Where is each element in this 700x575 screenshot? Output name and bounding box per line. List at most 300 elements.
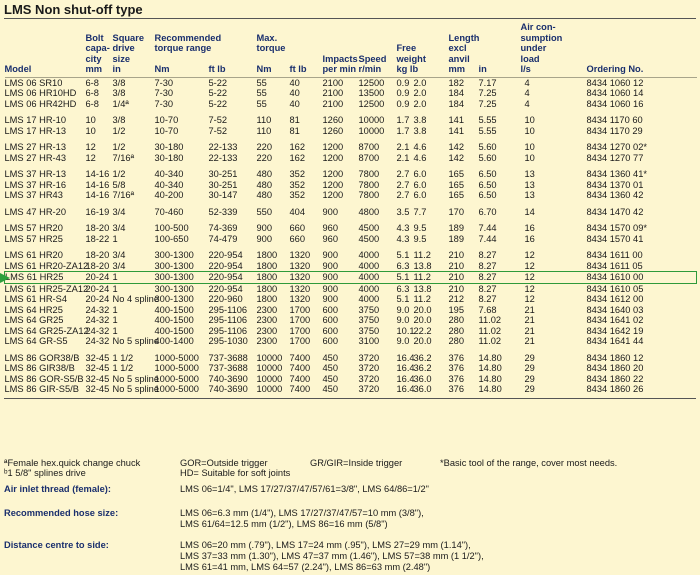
cell-ord: 8434 1570 41 (586, 233, 644, 244)
cell-in: 14.80 (478, 373, 502, 384)
cell-bolt: 32-45 (85, 363, 110, 373)
header-unit: ft lb (289, 64, 307, 74)
cell-imp: 900 (322, 294, 339, 304)
cell-mnm: 10000 (256, 373, 283, 384)
cell-mm: 141 (448, 115, 465, 125)
cell-mnm: 55 (256, 77, 267, 88)
cell-sq: 3/4 (112, 250, 126, 260)
cell-mm: 189 (448, 233, 465, 244)
cell-model: LMS 27 HR-43 (4, 152, 66, 163)
cell-ft: 295-1106 (208, 325, 248, 336)
cell-lb: 9.5 (413, 233, 427, 244)
cell-nm: 400-1500 (154, 325, 194, 336)
cell-model: LMS 64 HR25 (4, 304, 63, 315)
cell-spd: 10000 (358, 125, 385, 136)
cell-lb: 7.7 (413, 206, 427, 217)
cell-spd: 7800 (358, 179, 380, 190)
cell-nm: 40-340 (154, 179, 184, 190)
cell-model: LMS 17 HR-10 (4, 115, 66, 125)
cell-lb: 22.2 (413, 325, 432, 336)
cell-model: LMS 27 HR-13 (4, 142, 66, 152)
h-wt-line: weight (396, 53, 426, 64)
cell-in: 7.68 (478, 304, 497, 315)
header-unit: Nm (256, 64, 272, 74)
cell-lb: 36.0 (413, 373, 432, 384)
cell-sq: 1/2 (112, 169, 126, 179)
cell-kg: 16.4 (396, 352, 415, 363)
cell-ft: 7-52 (208, 115, 228, 125)
cell-sq: 1/2 (112, 125, 126, 136)
cell-lb: 6.0 (413, 169, 427, 179)
col-header-max-torque (257, 22, 323, 77)
table-row (5, 261, 697, 272)
cell-air: 13 (524, 179, 535, 190)
arrow-right-icon (0, 273, 10, 283)
cell-ft: 737-3688 (208, 363, 248, 373)
cell-air: 21 (524, 304, 535, 315)
col-header-model (5, 22, 86, 77)
cell-air: 29 (524, 373, 535, 384)
cell-imp: 900 (322, 250, 339, 260)
cell-air: 10 (524, 115, 535, 125)
cell-ft: 220-960 (208, 294, 243, 304)
cell-ft: 74-369 (208, 223, 238, 233)
cell-sq: 3/4 (112, 206, 126, 217)
cell-model: LMS 17 HR-13 (4, 125, 66, 136)
h-air-line: Air con- (520, 22, 556, 32)
cell-imp: 900 (322, 260, 339, 271)
cell-mnm: 1800 (256, 283, 278, 294)
cell-sq: 1 1/2 (112, 363, 134, 373)
cell-bolt: 20-24 (86, 272, 113, 284)
cell-spd: 3720 (358, 363, 380, 373)
cell-imp: 960 (322, 223, 339, 233)
cell-lb: 36.2 (413, 363, 432, 373)
cell-kg: 2.1 (396, 142, 410, 152)
cell-ft: 74-479 (208, 233, 238, 244)
header-units (257, 64, 323, 75)
cell-ord: 8434 1170 29 (586, 125, 643, 136)
table-row (5, 163, 697, 180)
cell-mft: 40 (289, 77, 300, 88)
cell-model: LMS 06 SR10 (4, 77, 63, 88)
cell-mm: 376 (448, 384, 465, 394)
cell-bolt: 14-16 (85, 179, 110, 190)
cell-in: 6.50 (478, 190, 497, 200)
distance-line-2: LMS 37=33 mm (1.30"), LMS 47=37 mm (1.46"), LMS 57=38 mm (1 1/2"), (180, 551, 484, 561)
cell-mnm: 55 (256, 88, 267, 98)
cell-ord: 8434 1610 00 (587, 272, 697, 284)
cell-lb: 2.0 (413, 98, 427, 109)
cell-bolt: 32-45 (85, 373, 110, 384)
cell-mft: 162 (289, 142, 306, 152)
cell-mm: 376 (448, 352, 465, 363)
cell-spd: 4500 (358, 223, 380, 233)
cell-imp: 450 (322, 384, 339, 394)
cell-mnm: 1800 (257, 272, 290, 284)
cell-air: 16 (524, 233, 535, 244)
cell-nm: 1000-5000 (154, 373, 199, 384)
h-model-line (5, 33, 86, 44)
table-row (5, 315, 697, 326)
cell-mft: 1700 (289, 304, 311, 315)
cell-ft: 220-954 (208, 250, 243, 260)
cell-air: 10 (524, 142, 535, 152)
cell-lb: 11.2 (414, 272, 449, 284)
cell-mft: 7400 (289, 373, 311, 384)
cell-mnm: 2300 (256, 325, 278, 336)
cell-kg: 4.3 (396, 223, 410, 233)
cell-mft: 7400 (289, 352, 311, 363)
cell-model: LMS 06 HR42HD (4, 98, 77, 109)
cell-model: LMS 37 HR-13 (4, 169, 66, 179)
cell-air: 21 (524, 325, 535, 336)
cell-ft: 5-22 (208, 98, 228, 109)
cell-lb: 20.0 (413, 315, 432, 325)
cell-mnm: 110 (256, 125, 272, 136)
cell-air: 14 (524, 206, 535, 217)
col-header-impacts (323, 22, 359, 77)
h-square-line: size (112, 53, 131, 64)
cell-sq: 1 (112, 233, 118, 244)
h-wt-line: Free (396, 43, 417, 53)
cell-sq: 1 (112, 315, 118, 325)
cell-mm: 376 (448, 363, 465, 373)
cell-air: 21 (524, 336, 535, 346)
cell-kg: 2.7 (396, 169, 410, 179)
cell-spd: 7800 (358, 169, 380, 179)
cell-spd: 3750 (358, 304, 380, 315)
cell-sq: 3/4 (112, 260, 126, 271)
cell-sq: No 5 spline (112, 373, 160, 384)
cell-mft: 81 (289, 125, 300, 136)
ordering-header-text: Ordering No. (586, 64, 644, 74)
footnote-basic: *Basic tool of the range, cover most needs. (440, 458, 618, 468)
cell-nm: 100-650 (154, 233, 189, 244)
cell-ord: 8434 1641 02 (586, 315, 644, 325)
cell-sq: 1 (112, 304, 118, 315)
table-row (5, 190, 697, 201)
cell-kg: 9.0 (396, 304, 410, 315)
cell-nm: 1000-5000 (154, 363, 199, 373)
cell-air: 12 (524, 283, 535, 294)
cell-bolt: 24-32 (85, 304, 110, 315)
cell-ord: 8434 1860 20 (586, 363, 644, 373)
cell-in: 8.27 (478, 283, 497, 294)
cell-sq: 7/16ª (112, 190, 135, 200)
cell-ft: 22-133 (208, 142, 238, 152)
cell-imp: 1260 (322, 125, 344, 136)
cell-ord: 8434 1860 12 (586, 352, 644, 363)
cell-imp: 900 (323, 272, 359, 284)
cell-air: 12 (524, 250, 535, 260)
cell-in: 5.60 (478, 152, 497, 163)
h-spd-line: Speed (358, 53, 387, 64)
cell-spd: 4500 (358, 233, 380, 244)
cell-model: LMS 06 HR10HD (4, 88, 77, 98)
h-bolt-line: Bolt (85, 32, 104, 43)
table-row (5, 305, 697, 316)
cell-in: 6.50 (478, 169, 497, 179)
cell-lb: 11.2 (413, 294, 431, 304)
cell-mm: 184 (448, 98, 465, 109)
cell-lb: 36.0 (413, 384, 432, 394)
cell-kg: 5.1 (396, 250, 410, 260)
cell-nm: 7-30 (154, 88, 174, 98)
cell-mm: 182 (448, 77, 465, 88)
cell-kg: 6.3 (396, 283, 410, 294)
cell-ord: 8434 1060 16 (586, 98, 644, 109)
cell-air: 10 (524, 152, 535, 163)
cell-mm: 280 (448, 325, 465, 336)
cell-mft: 81 (289, 115, 300, 125)
cell-sq: 3/8 (112, 115, 126, 125)
cell-in: 7.17 (478, 77, 497, 88)
cell-mft: 1700 (289, 336, 311, 346)
cell-imp: 1200 (322, 169, 344, 179)
header-unit: ft lb (208, 64, 226, 74)
cell-ord: 8434 1642 19 (586, 325, 644, 336)
cell-mnm: 220 (256, 142, 273, 152)
cell-model: LMS 64 GR-S5 (4, 336, 68, 346)
cell-spd: 12500 (358, 77, 385, 88)
cell-ft: 220-954 (208, 260, 243, 271)
table-row (5, 217, 697, 234)
cell-bolt: 16-19 (85, 206, 110, 217)
cell-in: 11.02 (478, 325, 502, 336)
cell-mm: 210 (448, 283, 465, 294)
cell-spd: 7800 (358, 190, 380, 200)
cell-sq: 1 1/2 (112, 352, 134, 363)
table-row (5, 136, 697, 153)
cell-ord: 8434 1270 02* (586, 142, 647, 152)
cell-ord: 8434 1640 03 (586, 304, 644, 315)
cell-air: 4 (524, 88, 530, 98)
cell-spd: 13500 (358, 88, 385, 98)
cell-model: LMS 61 HR25 (5, 272, 86, 284)
footnote-hd: HD= Suitable for soft joints (180, 468, 291, 478)
h-square-line: in (112, 64, 121, 74)
cell-nm: 300-1300 (154, 283, 194, 294)
cell-bolt: 18-20 (85, 223, 110, 233)
cell-bolt: 24-32 (85, 336, 110, 346)
h-square-line: Square (112, 32, 145, 43)
col-header-bolt (86, 22, 113, 77)
cell-imp: 450 (322, 363, 339, 373)
cell-sq: 3/8 (112, 88, 126, 98)
cell-model: LMS 61 HR20-ZA12 (4, 260, 89, 271)
cell-air: 12 (524, 260, 535, 271)
header-unit: kg lb (396, 64, 419, 74)
cell-mm: 210 (449, 272, 479, 284)
table-row (5, 272, 697, 284)
cell-mft: 7400 (289, 363, 311, 373)
table-row (5, 374, 697, 385)
cell-ord: 8434 1570 09* (586, 223, 647, 233)
cell-spd: 4800 (358, 206, 380, 217)
h-model-line: Model (4, 64, 32, 74)
h-len-line: Length (448, 32, 480, 43)
h-max-line (257, 54, 323, 65)
h-spd-line: r/min (358, 64, 382, 74)
cell-air: 10 (524, 125, 535, 136)
cell-in: 6.70 (478, 206, 497, 217)
cell-spd: 3720 (358, 352, 380, 363)
cell-mnm: 110 (256, 115, 272, 125)
cell-ft: 22-133 (208, 152, 238, 163)
h-air-line: load (520, 53, 540, 64)
h-max-line: Max. (256, 32, 278, 43)
footnote-gir: GR/GIR=Inside trigger (310, 458, 403, 468)
cell-ord: 8434 1170 60 (586, 115, 643, 125)
cell-mnm: 550 (256, 206, 273, 217)
cell-spd: 8700 (358, 152, 380, 163)
cell-mft: 660 (289, 223, 306, 233)
cell-ft: 52-339 (208, 206, 238, 217)
cell-mft: 1700 (289, 325, 311, 336)
cell-air: 13 (524, 169, 535, 179)
cell-kg: 1.7 (396, 115, 410, 125)
cell-bolt: 14-16 (85, 169, 110, 179)
cell-in: 14.80 (478, 352, 502, 363)
cell-model: LMS 47 HR-20 (4, 206, 66, 217)
col-header-speed (359, 22, 397, 77)
cell-imp: 600 (322, 304, 339, 315)
cell-mft: 1320 (290, 272, 323, 284)
cell-bolt: 20-24 (85, 283, 110, 294)
table-row (5, 88, 697, 99)
cell-lb: 2.0 (413, 77, 427, 88)
cell-mm: 212 (448, 294, 465, 304)
cell-mft: 660 (289, 233, 306, 244)
cell-bolt: 18-22 (85, 233, 110, 244)
specs-table (4, 22, 697, 395)
cell-bolt: 12 (85, 152, 96, 163)
cell-lb: 9.5 (413, 223, 427, 233)
cell-lb: 11.2 (413, 250, 431, 260)
cell-kg: 0.9 (396, 98, 410, 109)
h-torque-line: Recommended (154, 32, 222, 43)
header-unit: in (478, 64, 487, 74)
cell-spd: 4000 (359, 272, 397, 284)
cell-sq: 3/8 (112, 77, 126, 88)
hose-line-2: LMS 61/64=12.5 mm (1/2"), LMS 86=16 mm (5/8") (180, 519, 388, 529)
cell-lb: 20.0 (413, 336, 432, 346)
cell-in: 8.27 (478, 294, 497, 304)
cell-kg: 2.7 (396, 179, 410, 190)
cell-ft: 295-1106 (208, 304, 248, 315)
cell-in: 8.27 (479, 272, 521, 284)
table-row (5, 244, 697, 261)
cell-mnm: 10000 (256, 352, 283, 363)
cell-nm: 300-1300 (154, 260, 194, 271)
table-row (5, 336, 697, 347)
cell-in: 14.80 (478, 363, 502, 373)
cell-imp: 600 (322, 336, 339, 346)
footnote-splines: ᵇ1 5/8" splines drive (4, 468, 86, 478)
cell-sq: 1 (112, 283, 118, 294)
cell-ord: 8434 1060 14 (586, 88, 644, 98)
cell-sq: 1/4ª (112, 98, 129, 109)
cell-mm: 170 (448, 206, 465, 217)
cell-bolt: 24-32 (85, 325, 110, 336)
cell-bolt: 32-45 (85, 352, 110, 363)
cell-kg: 0.9 (396, 77, 410, 88)
cell-imp: 450 (322, 352, 339, 363)
cell-air: 12 (521, 272, 587, 284)
cell-model: LMS 86 GIR38/B (4, 363, 75, 373)
cell-spd: 4000 (358, 294, 380, 304)
cell-lb: 6.0 (413, 179, 427, 190)
cell-spd: 3720 (358, 384, 380, 394)
cell-sq: 5/8 (112, 179, 126, 190)
cell-in: 6.50 (478, 179, 497, 190)
cell-ord: 8434 1060 12 (586, 77, 644, 88)
cell-mm: 280 (448, 315, 465, 325)
distance-line-3: LMS 61=41 mm, LMS 64=57 (2.24"), LMS 86=63 mm (2.48") (180, 562, 431, 572)
cell-nm: 30-180 (154, 142, 184, 152)
cell-ft: 295-1030 (208, 336, 248, 346)
table-row (5, 109, 697, 126)
h-bolt-line: mm (85, 64, 103, 74)
table-body (5, 77, 697, 395)
cell-bolt: 10 (85, 115, 96, 125)
cell-nm: 10-70 (154, 115, 179, 125)
distance-label: Distance centre to side: (4, 540, 109, 550)
cell-lb: 4.6 (413, 152, 427, 163)
cell-ord: 8434 1611 00 (586, 250, 643, 260)
cell-mnm: 1800 (256, 294, 278, 304)
cell-sq: 7/16ª (112, 152, 135, 163)
header-unit: Nm (154, 64, 170, 74)
cell-mft: 1320 (289, 294, 311, 304)
cell-in: 7.44 (478, 233, 497, 244)
col-header-air (521, 22, 587, 77)
cell-in: 14.80 (478, 384, 502, 394)
col-header-square (113, 22, 155, 77)
h-air-line: sumption (520, 32, 563, 43)
table-row (5, 77, 697, 88)
cell-mm: 142 (448, 142, 465, 152)
cell-spd: 3750 (358, 315, 380, 325)
h-torque-line: torque range (154, 43, 212, 53)
cell-nm: 400-1400 (154, 336, 194, 346)
cell-mnm: 480 (256, 169, 273, 179)
cell-imp: 900 (322, 283, 339, 294)
footnote-gor: GOR=Outside trigger (180, 458, 268, 468)
cell-nm: 30-180 (154, 152, 184, 163)
cell-imp: 1200 (322, 152, 344, 163)
header-units (155, 64, 257, 75)
cell-ft: 30-251 (208, 169, 238, 179)
table-row (5, 201, 697, 218)
cell-mft: 40 (289, 88, 300, 98)
cell-kg: 16.4 (396, 373, 415, 384)
cell-nm: 7-30 (154, 77, 174, 88)
cell-in: 8.27 (478, 250, 497, 260)
table-row (5, 234, 697, 245)
cell-mnm: 480 (256, 179, 273, 190)
air-inlet-value: LMS 06=1/4", LMS 17/27/37/47/57/61=3/8", LMS 64/86=1/2" (180, 484, 429, 494)
cell-imp: 900 (322, 206, 339, 217)
cell-mft: 162 (289, 152, 306, 163)
cell-sq: No 5 spline (112, 336, 160, 346)
cell-ft: 740-3690 (208, 373, 248, 384)
h-model-line (5, 54, 86, 65)
cell-imp: 450 (322, 373, 339, 384)
cell-bolt: 6-8 (85, 77, 99, 88)
table-row (5, 126, 697, 137)
